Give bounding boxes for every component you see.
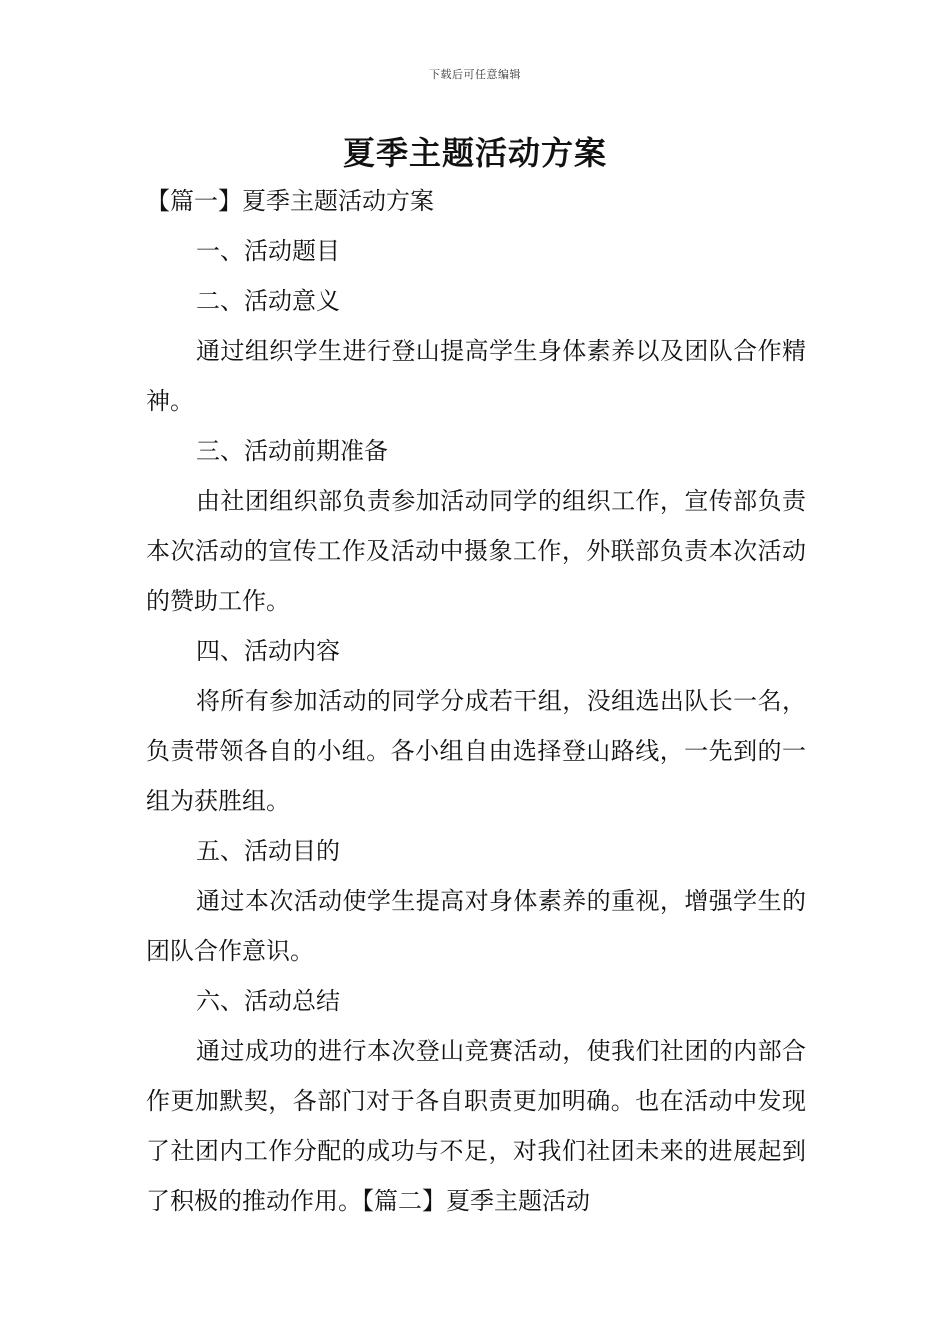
paragraph-significance: 通过组织学生进行登山提高学生身体素养以及团队合作精神。: [146, 337, 806, 415]
heading-purpose: 五、活动目的: [196, 837, 340, 865]
paragraph-preparation: 由社团组织部负责参加活动同学的组织工作，宣传部负责本次活动的宣传工作及活动中摄象工作，外联部负责本次活动的赞助工作。: [146, 487, 806, 615]
document-title: 夏季主题活动方案: [342, 134, 607, 172]
header-note: 下载后可任意编辑: [429, 68, 521, 81]
document-body: [146, 176, 806, 1226]
heading-activity-significance: 二、活动意义: [196, 287, 340, 315]
paragraph-content: 将所有参加活动的同学分成若干组，没组选出队长一名，负责带领各自的小组。各小组自由选择登山路线，一先到的一组为获胜组。: [146, 687, 806, 815]
heading-preparation: 三、活动前期准备: [196, 437, 388, 465]
paragraph-summary: 通过成功的进行本次登山竞赛活动，使我们社团的内部合作更加默契，各部门对于各自职责更加明确。也在活动中发现了社团内工作分配的成功与不足，对我们社团未来的进展起到了积极的推动作用。【篇二】夏季主题活动: [146, 1037, 806, 1215]
heading-summary: 六、活动总结: [196, 987, 340, 1015]
heading-content: 四、活动内容: [196, 637, 340, 665]
paragraph-purpose: 通过本次活动使学生提高对身体素养的重视，增强学生的团队合作意识。: [146, 887, 806, 965]
heading-activity-topic: 一、活动题目: [196, 237, 340, 265]
section-heading-part-one: 【篇一】夏季主题活动方案: [146, 187, 434, 215]
